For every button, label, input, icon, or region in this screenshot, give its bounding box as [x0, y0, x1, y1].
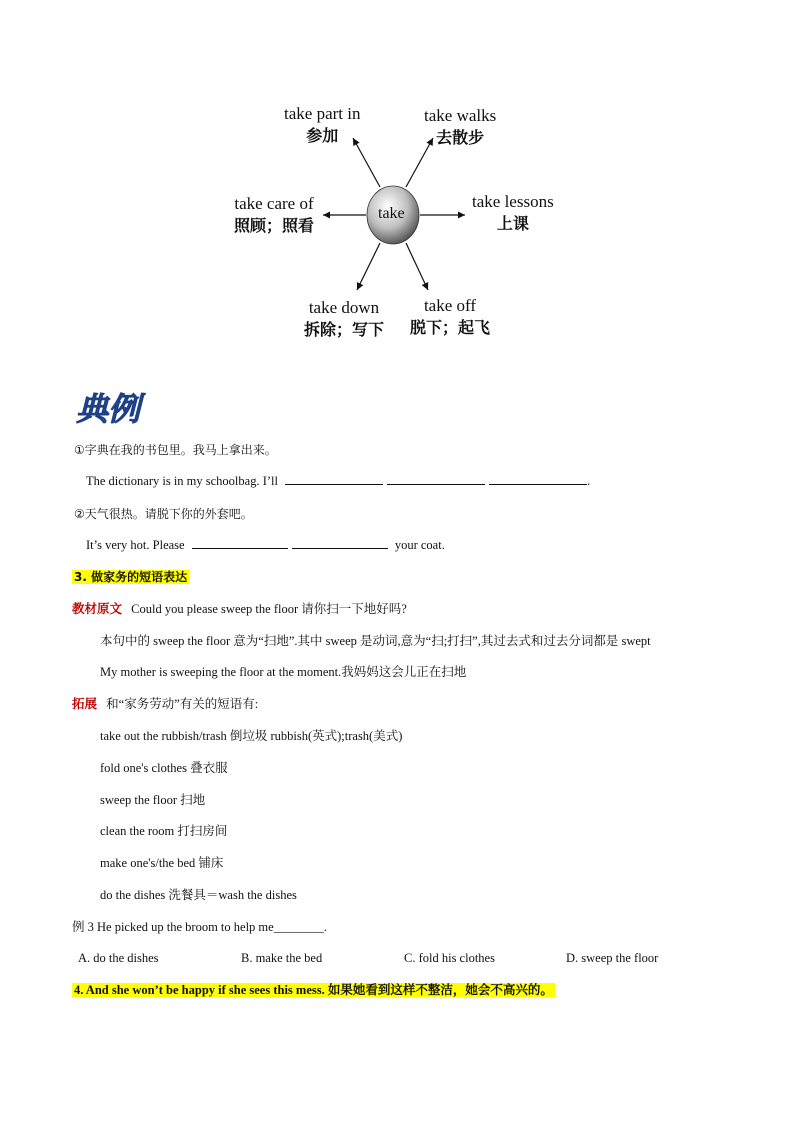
branch-zh: 去散步: [436, 128, 485, 147]
branch-en: take down: [308, 298, 380, 317]
branch-zh: 拆除；写下: [304, 320, 385, 339]
option-b[interactable]: B. make the bed: [241, 951, 323, 965]
textbook-label: 教材原文: [72, 601, 123, 616]
arrow-take-down: [357, 243, 380, 290]
extend-text: 和“家务劳动”有关的短语有:: [106, 697, 259, 711]
branch-take-down: [304, 297, 384, 341]
branch-en: take part in: [284, 104, 361, 123]
branch-en: take walks: [424, 106, 497, 125]
branch-zh: 参加: [306, 126, 339, 145]
branch-take-lessons: [472, 191, 554, 235]
branch-take-walks: [424, 105, 496, 149]
blank-1a[interactable]: [285, 472, 383, 485]
example-1-en: [86, 472, 590, 490]
branch-en: take off: [423, 296, 477, 315]
branch-take-part-in: [284, 103, 360, 147]
explain-line-1: 本句中的 sweep the floor 意为“扫地”.其中 sweep 是动词,意为“扫;打扫”,其过去式和过去分词都是 swept: [100, 634, 651, 648]
section-4-heading-text: 4. And she won’t be happy if she sees this mess. 如果她看到这样不整洁，她会不高兴的。: [74, 983, 553, 997]
example-2-en: [86, 536, 445, 554]
branch-take-care-of: [234, 193, 314, 237]
textbook-text: Could you please sweep the floor 请你扫一下地好吗?: [131, 602, 407, 616]
example-1-zh: ①字典在我的书包里。我马上拿出来。: [74, 443, 277, 457]
branch-en: take lessons: [472, 192, 554, 211]
branch-zh: 照顾；照看: [234, 216, 315, 235]
example-logo-icon: [74, 388, 154, 428]
branch-zh: 上课: [496, 214, 529, 233]
example-2-suffix: your coat.: [394, 538, 445, 552]
phrase-item: clean the room 打扫房间: [100, 824, 228, 838]
phrase-item: do the dishes 洗餐具＝wash the dishes: [100, 888, 297, 902]
option-a[interactable]: A. do the dishes: [78, 951, 159, 965]
option-c[interactable]: C. fold his clothes: [404, 951, 495, 965]
extend-label: 拓展: [72, 696, 98, 711]
phrase-item: make one's/the bed 铺床: [100, 856, 224, 870]
example-logo-text: 典例: [76, 390, 141, 428]
phrase-item: fold one's clothes 叠衣服: [100, 761, 228, 775]
branch-zh: 脱下；起飞: [410, 318, 491, 337]
branch-take-off: [410, 295, 490, 339]
option-d[interactable]: D. sweep the floor: [566, 951, 659, 965]
take-phrase-diagram: [220, 95, 580, 350]
phrase-item: sweep the floor 扫地: [100, 793, 206, 807]
example-2-prefix: It’s very hot. Please: [86, 538, 185, 552]
blank-1c[interactable]: [489, 472, 587, 485]
arrow-take-off: [406, 243, 428, 290]
blank-2b[interactable]: [292, 536, 388, 549]
example-2-zh: ②天气很热。请脱下你的外套吧。: [74, 507, 253, 521]
explain-line-2: My mother is sweeping the floor at the moment.我妈妈这会儿正在扫地: [100, 665, 467, 679]
section-3-heading-text: 3. 做家务的短语表达: [74, 570, 188, 584]
branch-en: take care of: [234, 194, 314, 213]
example-1-prefix: The dictionary is in my schoolbag. I’ll: [86, 474, 278, 488]
textbook-line: [72, 600, 407, 618]
section-3-heading: [72, 568, 189, 586]
blank-1b[interactable]: [387, 472, 485, 485]
blank-2a[interactable]: [192, 536, 288, 549]
example-logo: [74, 388, 154, 433]
section-4-heading: [72, 981, 555, 999]
example-3-question: 例 3 He picked up the broom to help me________.: [72, 920, 327, 934]
example-1-suffix: .: [587, 474, 591, 488]
extend-line: [72, 695, 258, 713]
center-label: take: [378, 205, 405, 222]
phrase-item: take out the rubbish/trash 倒垃圾 rubbish(英式);trash(美式): [100, 729, 403, 743]
